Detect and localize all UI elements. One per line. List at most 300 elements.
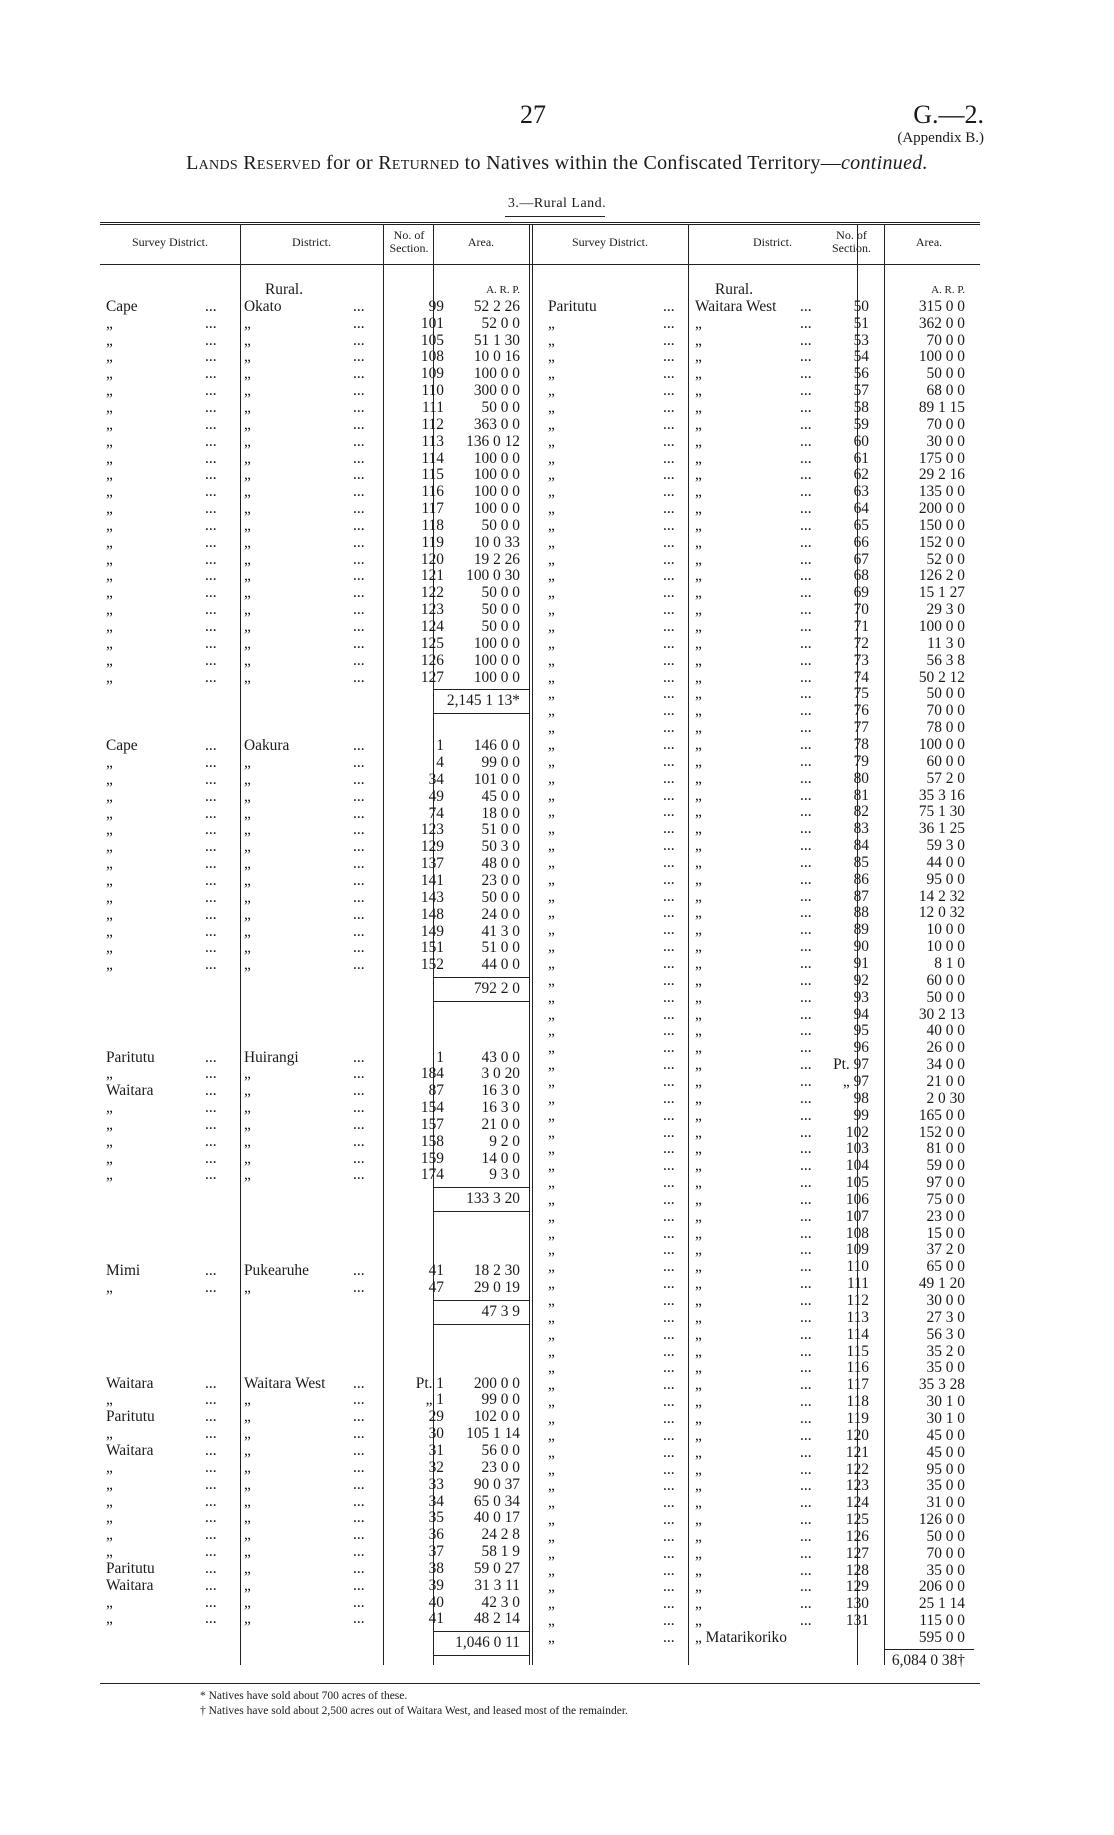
survey-district-cell: „ [548, 938, 555, 956]
district-cell: „ [244, 770, 251, 788]
section-cell: 85 [853, 853, 869, 871]
ditto-dots: ... [205, 550, 217, 568]
section-cell: 41 [428, 1610, 444, 1628]
area-cell: 115 0 0 [919, 1612, 965, 1630]
area-cell: 99 0 0 [481, 754, 520, 772]
survey-district-cell: Paritutu [106, 1408, 155, 1426]
ditto-dots: ... [353, 1475, 365, 1493]
section-cell: 67 [853, 550, 869, 568]
ditto-dots: ... [663, 1005, 675, 1023]
ditto-dots: ... [800, 1275, 812, 1293]
group-subtotal-rule-bottom [433, 1211, 529, 1212]
survey-district-cell: „ [106, 466, 113, 484]
ditto-dots: ... [353, 905, 365, 923]
ditto-dots: ... [663, 1089, 675, 1107]
section-cell: 125 [420, 634, 444, 652]
district-cell: „ [695, 365, 702, 383]
survey-district-cell: „ [106, 804, 113, 822]
ditto-dots: ... [663, 500, 675, 518]
district-cell: „ [695, 1039, 702, 1057]
right-total-rule [884, 1649, 974, 1650]
section-cell: 47 [428, 1278, 444, 1296]
district-cell: „ [695, 1056, 702, 1074]
section-cell: 117 [846, 1376, 869, 1394]
ditto-dots: ... [353, 415, 365, 433]
survey-district-cell: „ [106, 348, 113, 366]
survey-district-cell: „ [106, 500, 113, 518]
district-cell: „ [695, 1443, 702, 1461]
ditto-dots: ... [205, 567, 217, 585]
area-cell: 35 0 0 [926, 1359, 965, 1377]
survey-district-cell: „ [106, 1132, 113, 1150]
survey-district-cell: Waitara [106, 1082, 154, 1100]
district-cell: „ [695, 415, 702, 433]
ditto-dots: ... [205, 737, 217, 755]
area-cell: 34 0 0 [926, 1056, 965, 1074]
ditto-dots: ... [353, 1441, 365, 1459]
group-subtotal-rule [433, 689, 529, 690]
survey-district-cell: „ [548, 735, 555, 753]
ditto-dots: ... [800, 1460, 812, 1478]
ditto-dots: ... [353, 432, 365, 450]
ditto-dots: ... [205, 855, 217, 873]
district-cell: „ [695, 803, 702, 821]
section-cell: 80 [853, 769, 869, 787]
survey-district-cell: „ [548, 752, 555, 770]
ditto-dots: ... [663, 803, 675, 821]
area-cell: 30 1 0 [926, 1409, 965, 1427]
ditto-dots: ... [205, 348, 217, 366]
area-cell: 30 0 0 [926, 1292, 965, 1309]
ditto-dots: ... [800, 1224, 812, 1242]
district-cell: „ [695, 516, 702, 534]
survey-district-cell: „ [106, 550, 113, 568]
survey-district-cell: „ [548, 921, 555, 939]
section-cell: 131 [845, 1612, 869, 1630]
section-cell: 124 [420, 618, 444, 635]
survey-district-cell: „ [548, 1308, 555, 1326]
area-cell: 136 0 12 [466, 432, 520, 450]
ditto-dots: ... [205, 449, 217, 467]
section-cell: 159 [420, 1149, 444, 1167]
section-cell: 95 [853, 1022, 869, 1040]
section-cell: 115 [846, 1342, 869, 1360]
section-cell: 114 [846, 1325, 869, 1343]
ditto-dots: ... [353, 838, 365, 856]
survey-district-cell: „ [106, 516, 113, 534]
header-section: No. of Section. [389, 228, 429, 255]
area-cell: 206 0 0 [918, 1578, 965, 1596]
area-cell: 19 2 26 [473, 550, 520, 568]
area-cell: 60 0 0 [926, 971, 965, 989]
district-cell: „ [244, 1082, 251, 1100]
ditto-dots: ... [353, 533, 365, 551]
section-cell: 56 [853, 365, 869, 383]
survey-district-cell: „ [548, 837, 555, 855]
area-cell: 29 0 19 [473, 1278, 520, 1296]
survey-district-cell: „ [548, 1359, 555, 1377]
ditto-dots: ... [800, 432, 812, 450]
section-cell: 62 [853, 466, 869, 484]
survey-district-cell: „ [548, 1056, 555, 1074]
ditto-dots: ... [800, 719, 812, 737]
area-cell: 44 0 0 [481, 956, 520, 974]
ditto-dots: ... [800, 1561, 812, 1579]
group-subtotal-rule [433, 977, 529, 978]
ditto-dots: ... [205, 905, 217, 923]
section-cell: 126 [845, 1527, 869, 1545]
section-cell: 118 [846, 1393, 869, 1411]
area-cell: 51 0 0 [481, 821, 520, 839]
ditto-dots: ... [800, 938, 812, 956]
survey-district-cell: „ [548, 601, 555, 619]
area-cell: 29 3 0 [926, 601, 965, 619]
area-cell: 97 0 0 [926, 1174, 965, 1192]
ditto-dots: ... [353, 1278, 365, 1296]
section-cell: 123 [420, 601, 444, 619]
district-cell: „ [695, 887, 702, 905]
section-cell: 29 [428, 1408, 444, 1426]
ditto-dots: ... [353, 398, 365, 416]
survey-district-cell: Waitara [106, 1441, 154, 1459]
group-total: 2,145 1 13* [446, 692, 520, 710]
area-cell: 21 0 0 [926, 1072, 965, 1090]
section-cell: 106 [845, 1190, 869, 1208]
ditto-dots: ... [663, 432, 675, 450]
survey-district-cell: „ [106, 567, 113, 585]
district-cell: „ [695, 1308, 702, 1326]
survey-district-cell: „ [548, 449, 555, 467]
ditto-dots: ... [663, 584, 675, 602]
survey-district-cell: „ [106, 415, 113, 433]
table-bottom-rule [100, 1683, 980, 1684]
survey-district-cell: „ [548, 466, 555, 484]
district-cell: „ [695, 1022, 702, 1040]
survey-district-cell: „ [106, 601, 113, 619]
survey-district-cell: „ [106, 449, 113, 467]
district-cell: „ [244, 1425, 251, 1443]
ditto-dots: ... [663, 618, 675, 635]
ditto-dots: ... [205, 1065, 217, 1083]
section-cell: 104 [845, 1157, 869, 1175]
area-cell: 15 0 0 [926, 1224, 965, 1242]
ditto-dots: ... [800, 803, 812, 821]
ditto-dots: ... [663, 1578, 675, 1596]
section-cell: 86 [853, 870, 869, 888]
area-cell: 8 1 0 [934, 955, 965, 972]
survey-district-cell: „ [548, 1106, 555, 1124]
district-cell: Oakura [244, 737, 290, 755]
ditto-dots: ... [205, 1425, 217, 1443]
section-cell: 69 [853, 584, 869, 602]
ditto-dots: ... [663, 398, 675, 416]
survey-district-cell: „ [548, 618, 555, 635]
ditto-dots: ... [800, 533, 812, 551]
ditto-dots: ... [800, 685, 812, 703]
group-total: 792 2 0 [473, 980, 520, 998]
district-cell: „ [244, 483, 251, 501]
ditto-dots: ... [800, 853, 812, 871]
district-cell: „ [695, 1511, 702, 1529]
ditto-dots: ... [663, 634, 675, 652]
district-cell: „ [244, 449, 251, 467]
area-cell: 59 0 0 [926, 1157, 965, 1175]
survey-district-cell: „ [548, 1207, 555, 1225]
header-district: District. [292, 235, 331, 249]
survey-district-cell: „ [548, 1443, 555, 1461]
survey-district-cell: „ [106, 872, 113, 889]
ditto-dots: ... [800, 1056, 812, 1074]
district-cell: „ [244, 668, 251, 686]
table-top-rule-2 [100, 224, 980, 225]
ditto-dots: ... [800, 1376, 812, 1394]
district-cell: „ [695, 1460, 702, 1478]
district-cell: „ [695, 921, 702, 939]
section-cell: 174 [420, 1166, 444, 1184]
ditto-dots: ... [353, 297, 365, 315]
survey-district-cell: Paritutu [106, 1559, 155, 1577]
district-cell: „ [244, 838, 251, 856]
area-cell: 37 2 0 [926, 1241, 965, 1259]
survey-district-cell: „ [106, 1593, 113, 1611]
section-cell: 94 [853, 1005, 869, 1023]
section-cell: 125 [845, 1511, 869, 1529]
ditto-dots: ... [205, 1278, 217, 1296]
district-cell: „ [695, 668, 702, 686]
section-cell: 143 [420, 888, 444, 906]
ditto-dots: ... [353, 550, 365, 568]
section-cell: 33 [428, 1475, 444, 1493]
district-cell: „ [244, 939, 251, 957]
district-cell: „ [695, 331, 702, 349]
district-cell: „ [695, 904, 702, 922]
survey-district-cell: „ [548, 955, 555, 972]
section-cell: 96 [853, 1039, 869, 1057]
district-cell: „ [695, 1275, 702, 1293]
survey-district-cell: „ [106, 1278, 113, 1296]
ditto-dots: ... [353, 1262, 365, 1280]
district-cell: „ [244, 1576, 251, 1594]
survey-district-cell: „ [548, 1342, 555, 1360]
ditto-dots: ... [800, 1072, 812, 1090]
survey-district-cell: „ [548, 1527, 555, 1545]
district-cell: „ [695, 584, 702, 602]
survey-district-cell: „ [106, 939, 113, 957]
area-cell: 50 0 0 [481, 601, 520, 619]
area-cell: 75 1 30 [918, 803, 965, 821]
district-cell: „ [695, 1292, 702, 1309]
section-cell: 123 [420, 821, 444, 839]
section-cell: 120 [420, 550, 444, 568]
ditto-dots: ... [205, 533, 217, 551]
ditto-dots: ... [663, 1275, 675, 1293]
area-cell: 56 3 8 [926, 651, 965, 669]
area-cell: 50 0 0 [481, 584, 520, 602]
district-cell: Okato [244, 297, 282, 315]
section-cell: 149 [420, 922, 444, 940]
appendix-label: (Appendix B.) [897, 130, 984, 146]
survey-district-cell: „ [106, 1065, 113, 1083]
ditto-dots: ... [663, 516, 675, 534]
ditto-dots: ... [663, 1106, 675, 1124]
survey-district-cell: „ [548, 634, 555, 652]
area-cell: 60 0 0 [926, 752, 965, 770]
section-cell: 122 [420, 584, 444, 602]
district-cell: „ [695, 769, 702, 787]
ditto-dots: ... [353, 483, 365, 501]
area-cell: 48 2 14 [473, 1610, 520, 1628]
district-cell: „ [244, 905, 251, 923]
district-cell: „ [695, 1494, 702, 1512]
page-heading [0, 152, 1114, 175]
section-cell: 66 [853, 533, 869, 551]
survey-district-cell: „ [548, 500, 555, 518]
district-cell: „ [244, 1475, 251, 1493]
ditto-dots: ... [205, 1458, 217, 1476]
area-cell: 363 0 0 [473, 415, 520, 433]
survey-district-cell: „ [548, 870, 555, 888]
survey-district-cell: „ [548, 432, 555, 450]
subheading-rule [505, 216, 605, 217]
survey-district-cell: „ [106, 584, 113, 602]
area-cell: 75 0 0 [926, 1190, 965, 1208]
ditto-dots: ... [663, 853, 675, 871]
ditto-dots: ... [205, 872, 217, 889]
area-cell: 44 0 0 [926, 853, 965, 871]
group-subtotal-rule-bottom [433, 1001, 529, 1002]
district-cell: „ [695, 634, 702, 652]
ditto-dots: ... [205, 651, 217, 669]
ditto-dots: ... [205, 956, 217, 974]
area-cell: 12 0 32 [918, 904, 965, 922]
ditto-dots: ... [205, 1593, 217, 1611]
area-cell: 105 1 14 [466, 1425, 520, 1443]
district-cell: „ [244, 956, 251, 974]
survey-district-cell: „ [106, 922, 113, 940]
group-subtotal-rule-bottom [433, 713, 529, 714]
ditto-dots: ... [205, 1099, 217, 1117]
district-cell: „ [244, 1278, 251, 1296]
district-cell: „ [695, 1106, 702, 1124]
district-cell: „ [244, 1166, 251, 1184]
ditto-dots: ... [800, 1527, 812, 1545]
area-cell: 51 1 30 [473, 331, 520, 349]
section-cell: 82 [853, 803, 869, 821]
district-cell: „ [244, 1115, 251, 1133]
district-cell: „ [695, 955, 702, 972]
ditto-dots: ... [663, 988, 675, 1006]
area-cell: 90 0 37 [473, 1475, 520, 1493]
area-cell: 50 3 0 [481, 838, 520, 856]
district-cell: „ [244, 567, 251, 585]
district-cell: „ [695, 432, 702, 450]
district-cell: „ [695, 1612, 702, 1630]
survey-district-cell: „ [548, 1409, 555, 1427]
section-cell: 30 [428, 1425, 444, 1443]
survey-district-cell: „ [548, 365, 555, 383]
survey-district-cell: „ [548, 348, 555, 366]
ditto-dots: ... [353, 348, 365, 366]
area-cell: 65 0 34 [473, 1492, 520, 1510]
section-cell: 74 [853, 668, 869, 686]
survey-district-cell: „ [106, 634, 113, 652]
area-cell: 2 0 30 [926, 1089, 965, 1107]
area-cell: 100 0 0 [473, 466, 520, 484]
district-cell: Pukearuhe [244, 1262, 309, 1280]
ditto-dots: ... [353, 787, 365, 805]
section-cell: 40 [428, 1593, 444, 1611]
ditto-dots: ... [353, 466, 365, 484]
area-cell: 200 0 0 [918, 500, 965, 518]
survey-district-cell: „ [548, 516, 555, 534]
section-cell: 105 [420, 331, 444, 349]
ditto-dots: ... [663, 1376, 675, 1394]
district-cell: „ [695, 938, 702, 956]
section-cell: „ 97 [842, 1072, 869, 1090]
ditto-dots: ... [663, 1157, 675, 1175]
survey-district-cell: „ [548, 533, 555, 551]
district-cell: „ [695, 550, 702, 568]
section-cell: 71 [853, 618, 869, 635]
survey-district-cell: Mimi [106, 1262, 141, 1280]
ditto-dots: ... [353, 365, 365, 383]
ditto-dots: ... [353, 1115, 365, 1133]
section-cell: 99 [853, 1106, 869, 1124]
ditto-dots: ... [800, 398, 812, 416]
survey-district-cell: „ [548, 1325, 555, 1343]
ditto-dots: ... [205, 754, 217, 772]
ditto-dots: ... [800, 1612, 812, 1630]
survey-district-cell: „ [548, 769, 555, 787]
ditto-dots: ... [800, 1241, 812, 1259]
ditto-dots: ... [800, 837, 812, 855]
survey-district-cell: „ [106, 533, 113, 551]
ditto-dots: ... [353, 516, 365, 534]
ditto-dots: ... [353, 1576, 365, 1594]
section-cell: 113 [846, 1308, 869, 1326]
area-cell: 65 0 0 [926, 1258, 965, 1276]
ditto-dots: ... [205, 1149, 217, 1167]
survey-district-cell: „ [548, 1393, 555, 1411]
heading-returned: Returned [378, 152, 460, 174]
area-cell: 40 0 0 [926, 1022, 965, 1040]
district-cell: „ [695, 1578, 702, 1596]
ditto-dots: ... [353, 382, 365, 400]
section-subheading: 3.—Rural Land. [507, 196, 607, 211]
ditto-dots: ... [353, 1610, 365, 1628]
section-cell: 124 [845, 1494, 869, 1512]
district-cell: „ [244, 398, 251, 416]
ditto-dots: ... [353, 1374, 365, 1392]
survey-district-cell: „ [548, 685, 555, 703]
section-cell: 93 [853, 988, 869, 1006]
area-cell: 45 0 0 [926, 1426, 965, 1444]
survey-district-cell: „ [106, 1391, 113, 1409]
area-cell: 15 1 27 [918, 584, 965, 602]
section-cell: 108 [845, 1224, 869, 1242]
ditto-dots: ... [800, 1342, 812, 1360]
ditto-dots: ... [663, 1612, 675, 1630]
area-cell: 165 0 0 [918, 1106, 965, 1124]
area-cell: 57 2 0 [926, 769, 965, 787]
ditto-dots: ... [663, 1494, 675, 1512]
area-cell: 152 0 0 [918, 1123, 965, 1141]
area-cell: 14 0 0 [481, 1149, 520, 1167]
district-cell: „ [244, 821, 251, 839]
section-cell: 109 [845, 1241, 869, 1259]
district-cell: „ [244, 634, 251, 652]
district-cell: Huirangi [244, 1048, 299, 1066]
